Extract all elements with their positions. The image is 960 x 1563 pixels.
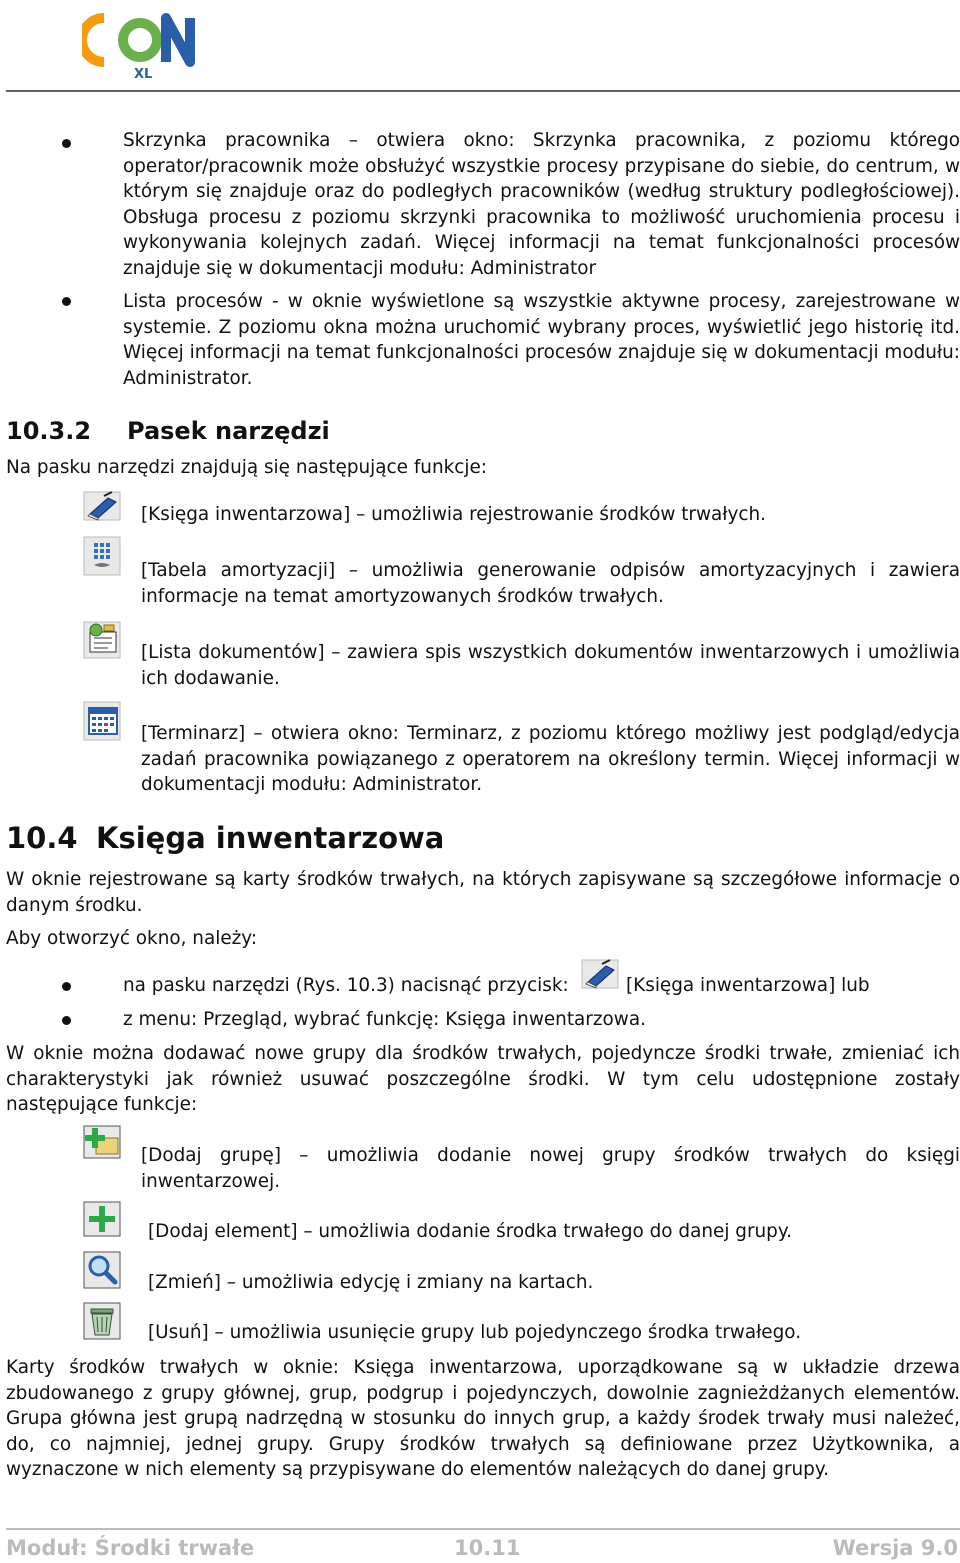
section-intro: Na pasku narzędzi znajdują się następujące funkcje: [6,457,487,478]
bullet-dot [62,297,71,306]
add-group-icon [82,1124,122,1160]
bullet-text-toolbar-after: [Księga inwentarzowa] lub [626,975,870,996]
magnifier-icon [82,1250,122,1290]
toolbar-item-terminarz: [Terminarz] – otwiera okno: Terminarz, z poziomu którego możliwy jest podgląd/edycja zadań pracownika powiązanego z operatorem na określony termin. Więcej informacji w dokumentacji modułu: Administrator. [141,723,960,796]
bullet-dot [62,139,71,148]
paragraph: Karty środków trwałych w oknie: Księga inwentarzowa, uporządkowane są w układzie drzewa zbudowanego z grupy głównej, grup, podgrup i pojedynczych, dowolnie zagnieżdżanych elementów. Grupa główna jest grupą nadrzędną w stosunku do innych grup, a każdy środek trwały musi należeć, do, co najmniej, jednej grupy. Grupy środków trwałych są definiowane przez Użytkownika, a wyznaczone w nich elementy są przypisywane do elementów należących do danej grupy. [6,1357,960,1481]
logo-subtext: XL [134,67,153,80]
document-list-icon [82,620,122,660]
header-rule [6,90,960,92]
section-title: Księga inwentarzowa [96,821,445,855]
footer-version: Wersja 9.0 [832,1536,958,1560]
ksiega-item-usun: [Usuń] – umożliwia usunięcie grupy lub pojedynczego środka trwałego. [148,1322,802,1343]
toolbar-item-tabela: [Tabela amortyzacji] – umożliwia generowanie odpisów amortyzacyjnych i zawiera informacje na temat amortyzowanych środków trwałych. [141,560,960,607]
calendar-icon [82,700,122,742]
table-grid-icon [82,535,122,577]
cdn-logo-graphic [82,10,202,80]
bullet-text-toolbar-before: na pasku narzędzi (Rys. 10.3) nacisnąć przycisk: [123,975,569,996]
section-title: Pasek narzędzi [127,417,330,445]
paragraph: W oknie można dodawać nowe grupy dla środków trwałych, pojedyncze środki trwałe, zmieniać ich charakterystyki jak również usuwać poszczególne środki. W tym celu udostępnione zostały następujące funkcje: [6,1043,960,1116]
section-number: 10.4 [6,821,78,855]
section-number: 10.3.2 [6,417,92,445]
bullet-dot [62,982,71,991]
paragraph: W oknie rejestrowane są karty środków trwałych, na których zapisywane są szczegółowe informacje o danym środku. [6,869,960,916]
footer-page-number: 10.11 [454,1536,521,1560]
logo [82,10,202,80]
footer-module: Moduł: Środki trwałe [6,1536,255,1560]
ksiega-item-dodaj-element: [Dodaj element] – umożliwia dodanie środka trwałego do danej grupy. [148,1221,792,1242]
book-pen-icon [82,490,122,522]
toolbar-item-lista-dokumentow: [Lista dokumentów] – zawiera spis wszystkich dokumentów inwentarzowych i umożliwia ich dodawanie. [141,642,960,689]
bullet-dot [62,1016,71,1025]
bullet-text-menu: z menu: Przegląd, wybrać funkcję: Księga inwentarzowa. [123,1009,646,1030]
trash-icon [82,1301,122,1341]
ksiega-item-zmien: [Zmień] – umożliwia edycję i zmiany na kartach. [148,1272,594,1293]
footer-rule [6,1528,960,1530]
add-element-icon [82,1200,122,1238]
paragraph: Aby otworzyć okno, należy: [6,928,258,949]
toolbar-item-ksiega: [Księga inwentarzowa] – umożliwia rejestrowanie środków trwałych. [141,504,767,525]
ksiega-item-dodaj-grupe: [Dodaj grupę] – umożliwia dodanie nowej grupy środków trwałych do księgi inwentarzowej. [141,1145,960,1192]
book-pen-icon [580,958,620,990]
bullet-text-skrzynka: Skrzynka pracownika – otwiera okno: Skrzynka pracownika, z poziomu którego operator/pracownik może obsłużyć wszystkie procesy przypisane do siebie, do centrum, w którym się znajduje oraz do podległych pracowników (według struktury podległościowej). Obsługa procesu z poziomu skrzynki pracownika to możliwość uruchomienia procesu i wykonywania kolejnych zadań. Więcej informacji na temat funkcjonalności procesów znajduje się w dokumentacji modułu: Administrator [123,130,960,279]
bullet-text-lista-procesow: Lista procesów - w oknie wyświetlone są wszystkie aktywne procesy, zarejestrowane w systemie. Z poziomu okna można uruchomić wybrany proces, wyświetlić jego historię itd. Więcej informacji na temat funkcjonalności procesów znajduje się w dokumentacji modułu: Administrator. [123,291,960,389]
